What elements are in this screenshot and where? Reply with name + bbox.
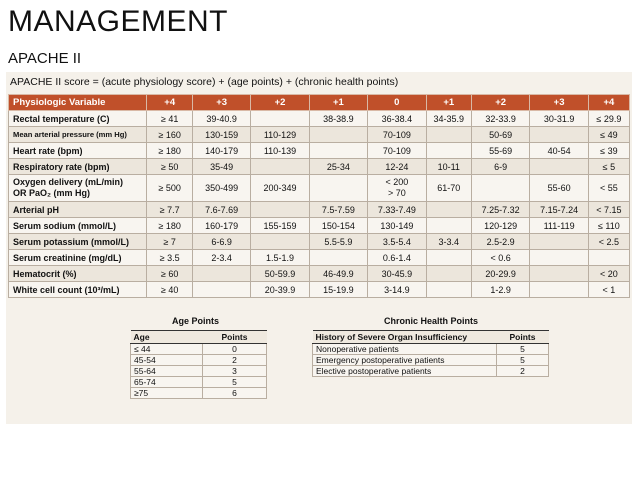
range-cell: 130-149 — [368, 218, 426, 234]
variable-name: Hematocrit (%) — [9, 266, 147, 282]
range-cell — [251, 111, 309, 127]
age-points-table — [130, 330, 267, 399]
range-cell: ≥ 500 — [147, 175, 192, 202]
patient-category: Nonoperative patients — [313, 344, 497, 355]
range-cell — [530, 127, 588, 143]
range-cell: 200-349 — [251, 175, 309, 202]
age-points-value: 6 — [203, 388, 267, 399]
range-cell: ≤ 49 — [588, 127, 629, 143]
chronic-points-value: 2 — [497, 366, 549, 377]
range-cell — [530, 266, 588, 282]
range-cell: ≥ 7.7 — [147, 202, 192, 218]
range-cell — [426, 143, 471, 159]
variable-name: White cell count (10³/mL) — [9, 282, 147, 298]
range-cell: 10-11 — [426, 159, 471, 175]
column-header-points: +3 — [192, 95, 250, 111]
table-row — [9, 218, 630, 234]
variable-name: Serum creatinine (mg/dL) — [9, 250, 147, 266]
range-cell — [309, 250, 367, 266]
range-cell — [251, 234, 309, 250]
variable-name: Heart rate (bpm) — [9, 143, 147, 159]
age-range: 45-54 — [131, 355, 203, 366]
range-cell: 2-3.4 — [192, 250, 250, 266]
range-cell: 35-49 — [192, 159, 250, 175]
table-row — [313, 355, 549, 366]
table-row — [313, 344, 549, 355]
range-cell: 7.6-7.69 — [192, 202, 250, 218]
variable-name: Oxygen delivery (mL/min) OR PaO₂ (mm Hg) — [9, 175, 147, 202]
table-row — [9, 234, 630, 250]
range-cell: 50-59.9 — [251, 266, 309, 282]
range-cell: 36-38.4 — [368, 111, 426, 127]
range-cell: 7.33-7.49 — [368, 202, 426, 218]
range-cell: 350-499 — [192, 175, 250, 202]
chronic-health-header-row — [313, 331, 549, 344]
range-cell: 150-154 — [309, 218, 367, 234]
range-cell: 111-119 — [530, 218, 588, 234]
score-formula: APACHE II score = (acute physiology score) + (age points) + (chronic health points) — [10, 76, 399, 88]
table-row — [9, 111, 630, 127]
range-cell: 6-6.9 — [192, 234, 250, 250]
range-cell — [426, 282, 471, 298]
range-cell — [530, 282, 588, 298]
column-header-points: +2 — [471, 95, 529, 111]
table-row — [9, 175, 630, 202]
range-cell: 40-54 — [530, 143, 588, 159]
range-cell: 7.25-7.32 — [471, 202, 529, 218]
range-cell — [309, 127, 367, 143]
table-row — [9, 202, 630, 218]
range-cell: 130-159 — [192, 127, 250, 143]
range-cell: 2.5-2.9 — [471, 234, 529, 250]
range-cell: < 55 — [588, 175, 629, 202]
table-row — [9, 127, 630, 143]
column-header-points: +4 — [588, 95, 629, 111]
chronic-points-value: 5 — [497, 344, 549, 355]
range-cell: 140-179 — [192, 143, 250, 159]
range-cell: < 7.15 — [588, 202, 629, 218]
age-range: ≥75 — [131, 388, 203, 399]
range-cell: 160-179 — [192, 218, 250, 234]
range-cell: ≥ 60 — [147, 266, 192, 282]
table-row — [131, 388, 267, 399]
age-points-value: 0 — [203, 344, 267, 355]
column-header-points: +2 — [251, 95, 309, 111]
range-cell: 3-3.4 — [426, 234, 471, 250]
range-cell: 6-9 — [471, 159, 529, 175]
range-cell: ≥ 40 — [147, 282, 192, 298]
age-range: 55-64 — [131, 366, 203, 377]
age-points-header-row — [131, 331, 267, 344]
age-points-value: 3 — [203, 366, 267, 377]
range-cell: 7.15-7.24 — [530, 202, 588, 218]
variable-name: Serum sodium (mmol/L) — [9, 218, 147, 234]
age-header: Points — [203, 331, 267, 344]
variable-name: Arterial pH — [9, 202, 147, 218]
range-cell — [530, 159, 588, 175]
range-cell: 46-49.9 — [309, 266, 367, 282]
range-cell: ≥ 160 — [147, 127, 192, 143]
variable-name: Rectal temperature (C) — [9, 111, 147, 127]
range-cell: ≥ 7 — [147, 234, 192, 250]
range-cell: 38-38.9 — [309, 111, 367, 127]
column-header-variable: Physiologic Variable — [9, 95, 147, 111]
range-cell: < 2.5 — [588, 234, 629, 250]
column-header-points: +1 — [426, 95, 471, 111]
range-cell: 110-129 — [251, 127, 309, 143]
age-range: ≤ 44 — [131, 344, 203, 355]
table-row — [313, 366, 549, 377]
range-cell: 39-40.9 — [192, 111, 250, 127]
column-header-points: +3 — [530, 95, 588, 111]
range-cell: 50-69 — [471, 127, 529, 143]
age-points-value: 2 — [203, 355, 267, 366]
range-cell: < 1 — [588, 282, 629, 298]
range-cell: < 20 — [588, 266, 629, 282]
table-row — [9, 282, 630, 298]
range-cell — [309, 143, 367, 159]
range-cell — [471, 175, 529, 202]
range-cell: 70-109 — [368, 127, 426, 143]
variable-name: Mean arterial pressure (mm Hg) — [9, 127, 147, 143]
range-cell: ≤ 110 — [588, 218, 629, 234]
range-cell — [192, 266, 250, 282]
range-cell: 55-60 — [530, 175, 588, 202]
chronic-header: Points — [497, 331, 549, 344]
range-cell: 1-2.9 — [471, 282, 529, 298]
range-cell: ≥ 3.5 — [147, 250, 192, 266]
range-cell: 0.6-1.4 — [368, 250, 426, 266]
range-cell: ≤ 5 — [588, 159, 629, 175]
range-cell: ≥ 180 — [147, 143, 192, 159]
chronic-health-title: Chronic Health Points — [384, 316, 479, 326]
range-cell: < 0.6 — [471, 250, 529, 266]
patient-category: Elective postoperative patients — [313, 366, 497, 377]
range-cell — [530, 250, 588, 266]
slide-title: MANAGEMENT — [8, 5, 229, 38]
range-cell: 30-45.9 — [368, 266, 426, 282]
range-cell — [426, 250, 471, 266]
range-cell — [530, 234, 588, 250]
range-cell — [426, 266, 471, 282]
range-cell: 32-33.9 — [471, 111, 529, 127]
table-row — [131, 366, 267, 377]
range-cell — [309, 175, 367, 202]
range-cell: 61-70 — [426, 175, 471, 202]
range-cell: 25-34 — [309, 159, 367, 175]
range-cell: 20-29.9 — [471, 266, 529, 282]
column-header-points: 0 — [368, 95, 426, 111]
column-header-points: +1 — [309, 95, 367, 111]
range-cell: 55-69 — [471, 143, 529, 159]
table-row — [131, 344, 267, 355]
table-row — [9, 143, 630, 159]
range-cell: ≥ 180 — [147, 218, 192, 234]
range-cell — [426, 127, 471, 143]
range-cell: 1.5-1.9 — [251, 250, 309, 266]
range-cell: 15-19.9 — [309, 282, 367, 298]
patient-category: Emergency postoperative patients — [313, 355, 497, 366]
table-row — [9, 250, 630, 266]
range-cell — [426, 218, 471, 234]
range-cell: 20-39.9 — [251, 282, 309, 298]
table-row — [131, 355, 267, 366]
range-cell: < 200 > 70 — [368, 175, 426, 202]
range-cell — [588, 250, 629, 266]
table-row — [9, 266, 630, 282]
range-cell: ≤ 39 — [588, 143, 629, 159]
range-cell: ≥ 50 — [147, 159, 192, 175]
physiology-table-body — [9, 111, 630, 298]
age-points-title: Age Points — [172, 316, 220, 326]
age-points-value: 5 — [203, 377, 267, 388]
age-header: Age — [131, 331, 203, 344]
chronic-health-table — [312, 330, 549, 377]
range-cell: ≥ 41 — [147, 111, 192, 127]
range-cell: 30-31.9 — [530, 111, 588, 127]
table-row — [131, 377, 267, 388]
range-cell: 120-129 — [471, 218, 529, 234]
range-cell: 3-14.9 — [368, 282, 426, 298]
range-cell: 7.5-7.59 — [309, 202, 367, 218]
range-cell: 155-159 — [251, 218, 309, 234]
range-cell — [251, 202, 309, 218]
range-cell — [192, 282, 250, 298]
physiology-header-row — [9, 95, 630, 111]
range-cell — [426, 202, 471, 218]
chronic-header: History of Severe Organ Insufficiency — [313, 331, 497, 344]
range-cell: 34-35.9 — [426, 111, 471, 127]
chronic-points-value: 5 — [497, 355, 549, 366]
range-cell: 110-139 — [251, 143, 309, 159]
range-cell: 12-24 — [368, 159, 426, 175]
range-cell: 5.5-5.9 — [309, 234, 367, 250]
column-header-points: +4 — [147, 95, 192, 111]
age-range: 65-74 — [131, 377, 203, 388]
table-row — [9, 159, 630, 175]
variable-name: Serum potassium (mmol/L) — [9, 234, 147, 250]
range-cell: 70-109 — [368, 143, 426, 159]
physiology-table — [8, 94, 630, 298]
range-cell: ≤ 29.9 — [588, 111, 629, 127]
apache-ii-figure — [6, 72, 632, 424]
variable-name: Respiratory rate (bpm) — [9, 159, 147, 175]
slide-subtitle: APACHE II — [8, 50, 82, 67]
range-cell: 3.5-5.4 — [368, 234, 426, 250]
range-cell — [251, 159, 309, 175]
